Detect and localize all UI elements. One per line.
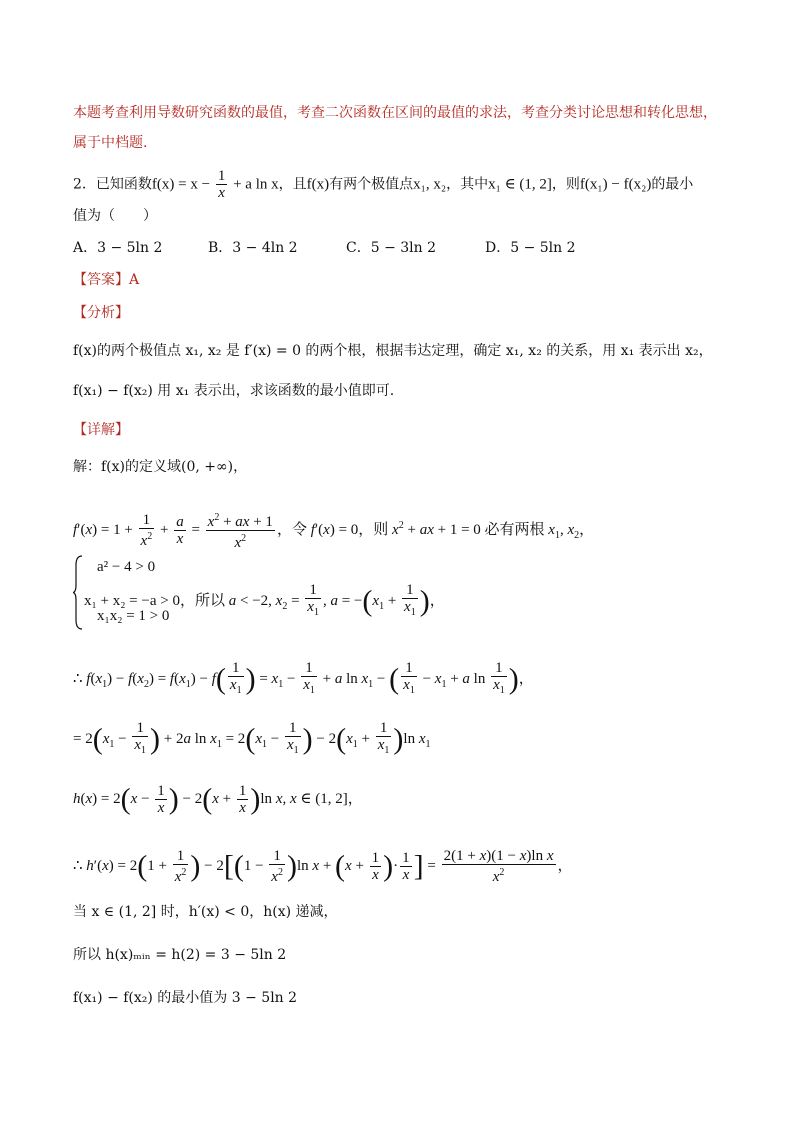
- option-c: C．5 − 3ln 2: [346, 240, 437, 256]
- summary-line-1: 本题考查利用导数研究函数的最值，考查二次函数在区间的最值的求法，考查分类讨论思想和转化思想，: [73, 105, 717, 121]
- option-a: A．3 − 5ln 2: [73, 240, 163, 256]
- answer: [73, 270, 139, 290]
- monotonic-line: 当 x ∈ (1, 2] 时，h′(x) < 0，h(x) 递减，: [73, 904, 338, 920]
- simplified-line: = $2(x_1$ − $\frac{1}{x_1}$ ) + 2a $\ln x_1 = 2(x_1$ − $\frac{1}{x_1}$ ) − $2(x_1$ + $\frac{1}{x_1}$ )ln $x_1$: [73, 720, 431, 756]
- analysis-label: 【分析】: [73, 305, 129, 321]
- question-func: f(x) = x −: [151, 176, 214, 193]
- detail-label: 【详解】: [73, 422, 129, 438]
- system-eq-3: x₁x₂ = 1 > 0: [97, 608, 170, 624]
- analysis-line-1: f(x)的两个极值点 x₁, x₂ 是 f′(x) = 0 的两个根，根据韦达定理，确定 x₁, x₂ 的关系，用 x₁ 表示出 x₂，: [73, 343, 713, 359]
- h-derivative-line: ∴ h′(x) = 2(1 + $\frac{1}{x^2}$ ) − 2[(1 − $\frac{1}{x^2}$ )ln x + (x + $\frac{1}{x}$ )· $\frac{1}{x}$ ] = $\frac{\text{2(1 + x)(1 − x)ln x}}{x^2}$ ，: [73, 848, 573, 885]
- difference-line: ∴ $f(x_1) - f(x_2) = f(x_1) - f$( $\frac{1}{x_1}$ ) = $x_1$ − $\frac{1}{x_1}$ + a $\ln x_1$ − ( $\frac{1}{x_1}$ − $x_1 + a$ ln $\frac{1}{x_1}$ )，: [73, 660, 534, 696]
- system-eq-1: a² − 4 > 0: [97, 559, 156, 575]
- question-line-2: 值为（ ）: [73, 208, 157, 224]
- question-func-tail: + a ln x: [229, 176, 279, 193]
- h-definition-line: h(x) = 2(x − $\frac{1}{x}$ ) − 2(x + $\frac{1}{x}$ )ln x, x ∈ (1, 2]，: [73, 782, 363, 816]
- question-line-1: 2．已知函数f(x) = x − $\frac{1}{x}$ + a ln x，且f(x)有两个极值点x₁, x₂，其中x₁ ∈ (1, 2]，则f(x₁) − f(x₂)的最小: [73, 168, 694, 201]
- option-d: D．5 − 5ln 2: [485, 240, 576, 256]
- system-brace: [73, 555, 83, 630]
- analysis-line-2: f(x₁) − f(x₂) 用 x₁ 表示出，求该函数的最小值即可.: [73, 383, 395, 399]
- minimum-line: 所以 h(x)ₘᵢₙ = h(2) = 3 − 5ln 2: [73, 947, 287, 963]
- conclusion-line: f(x₁) − f(x₂) 的最小值为 3 − 5ln 2: [73, 990, 298, 1006]
- derivative-line: f′(x) = 1 + $\frac{1}{x^2}$ + $\frac{a}{x}$ = $\frac{x^2 + ax + 1}{x^2}$ ，令 f′(x) = 0，则 $x^2$ + ax + 1 = 0 必有两根 $x_1$, $x_2$，: [73, 512, 595, 551]
- answer-value: A: [129, 272, 140, 288]
- question-frac: $\frac{1}{x}$: [217, 168, 226, 201]
- system-eq-2: x₁ + x₂ = −a > 0，所以 a < −2, $x_2$ = $\frac{1}{x_1}$ , $a = -(x_1$ + $\frac{1}{x_1}$ )，: [84, 582, 445, 618]
- question-number: 2．已知函数: [73, 176, 152, 193]
- detail-line-1: 解：f(x)的定义域(0, +∞)，: [73, 459, 248, 475]
- summary-line-2: 属于中档题.: [73, 135, 148, 151]
- answer-label: 【答案】: [73, 272, 129, 288]
- option-b: B．3 − 4ln 2: [208, 240, 298, 256]
